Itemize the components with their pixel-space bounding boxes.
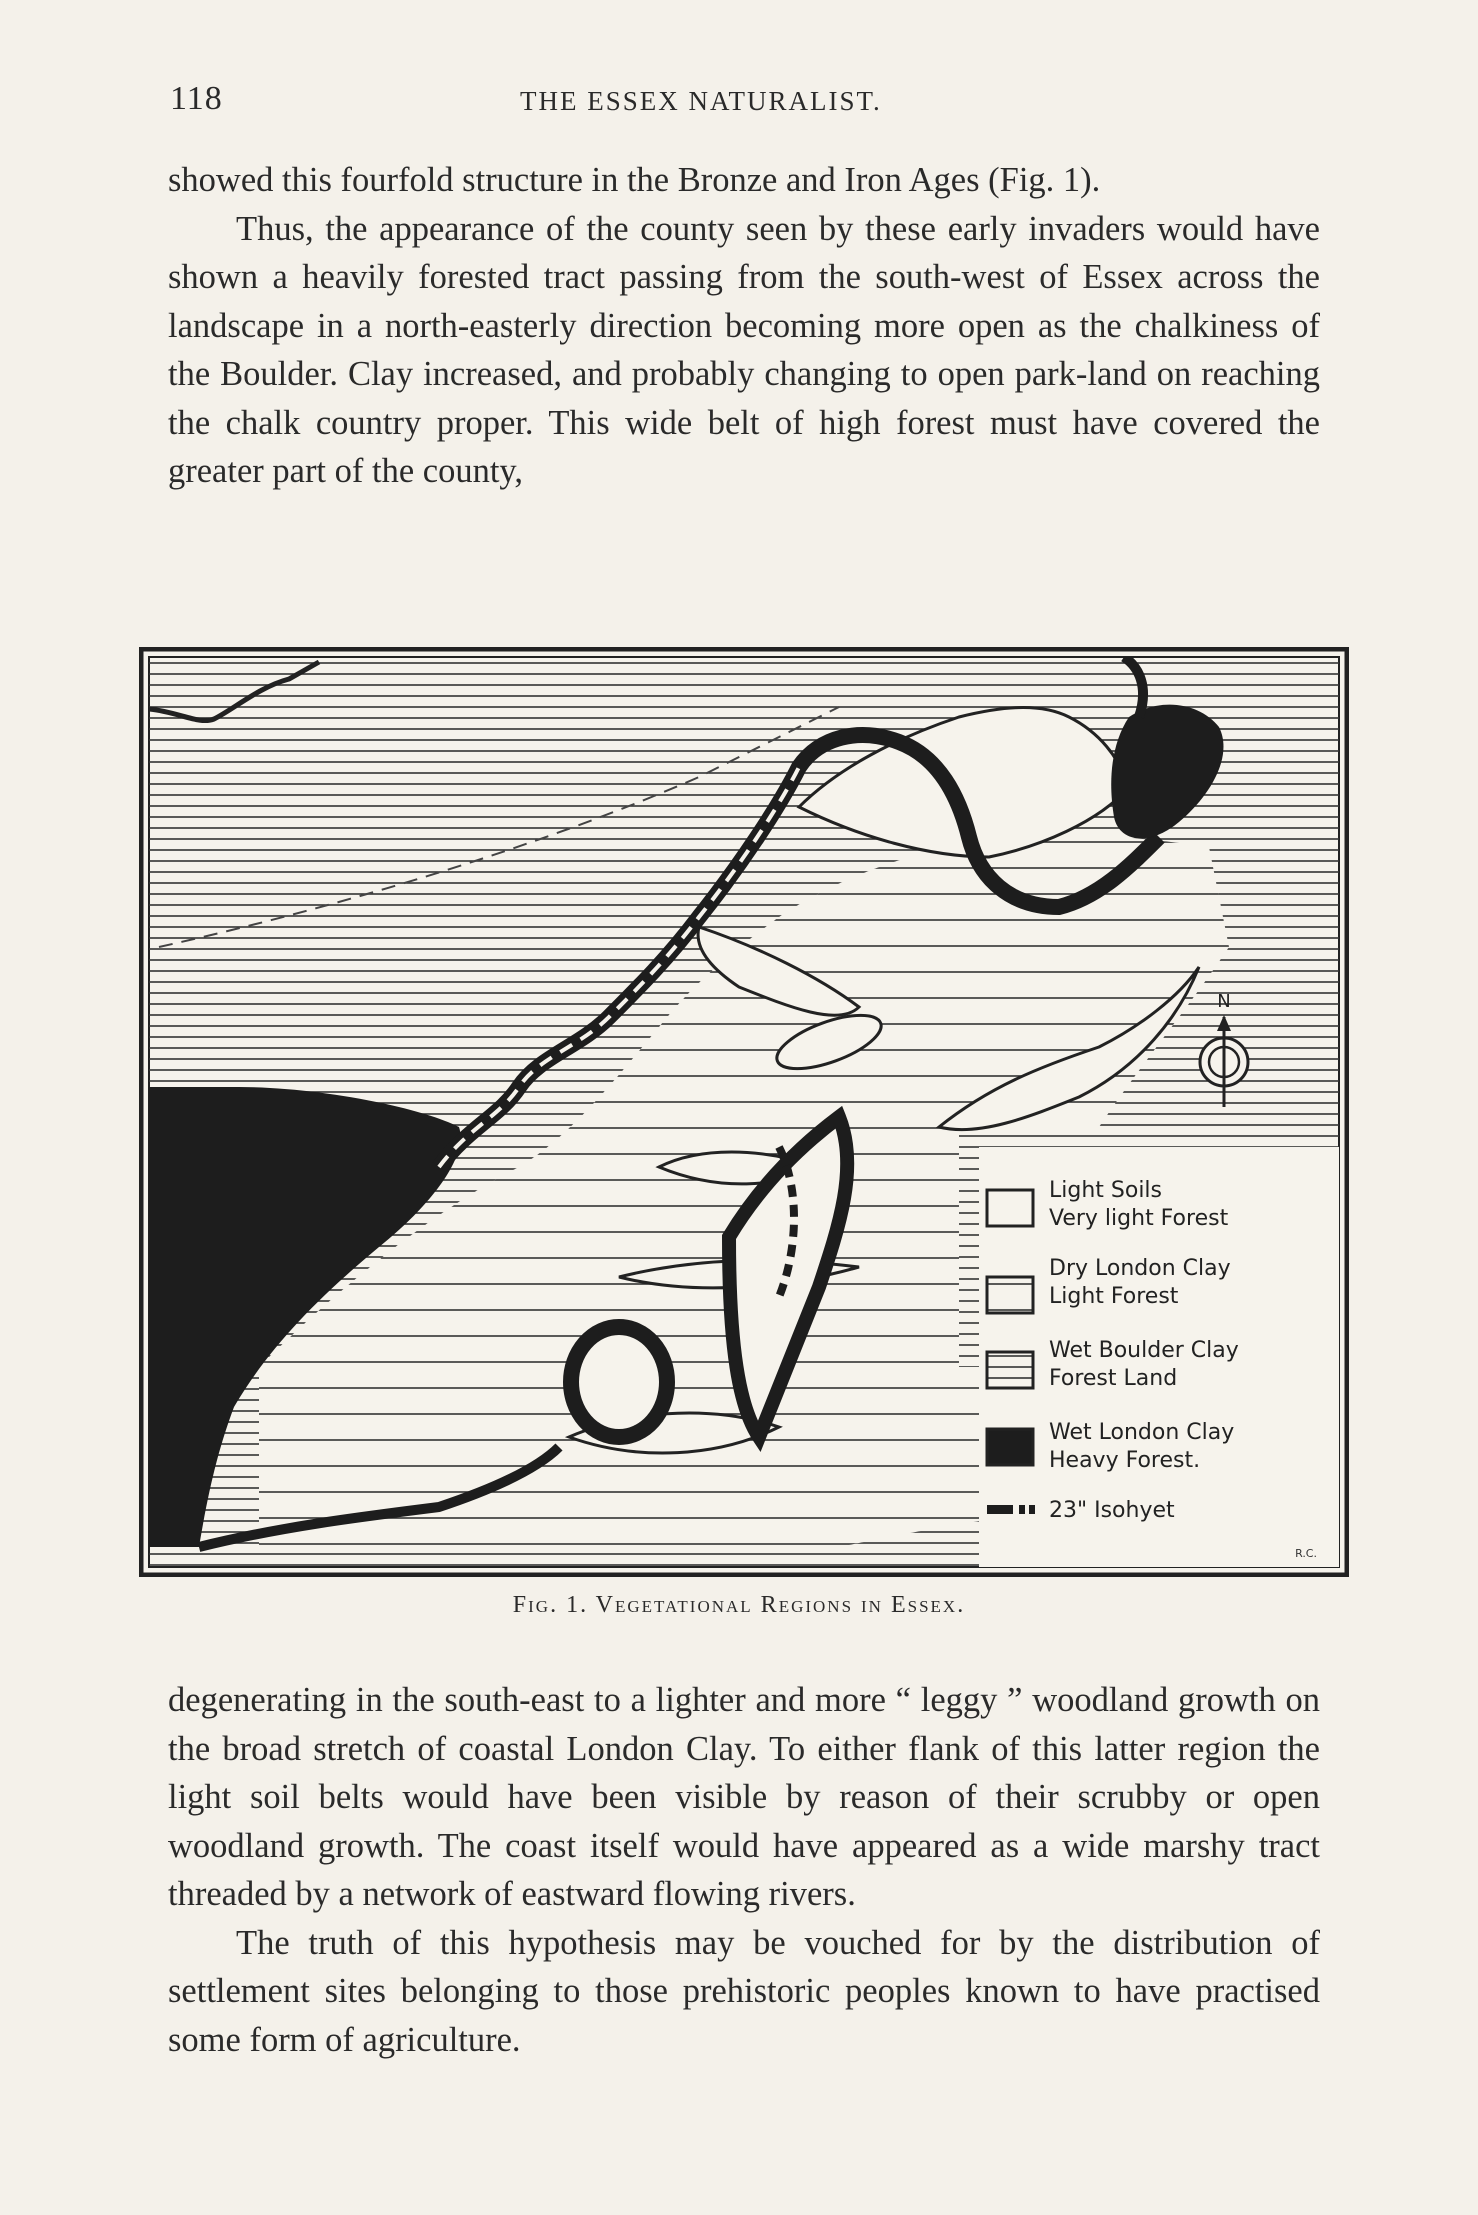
legend-swatch-light-soils xyxy=(987,1190,1033,1226)
compass-label: N xyxy=(1217,991,1231,1012)
running-head xyxy=(170,80,1320,120)
legend-label: Dry London Clay xyxy=(1049,1256,1231,1281)
legend-label: Very light Forest xyxy=(1049,1206,1229,1231)
body-text-bottom xyxy=(168,1676,1320,2064)
running-title: THE ESSEX NATURALIST. xyxy=(520,86,882,116)
legend-label: 23" Isohyet xyxy=(1049,1498,1175,1523)
legend-label: Forest Land xyxy=(1049,1366,1178,1391)
legend-label: Light Soils xyxy=(1049,1178,1163,1203)
legend-swatch-wet-london-clay xyxy=(987,1429,1033,1465)
legend-label: Heavy Forest. xyxy=(1049,1448,1201,1473)
legend-swatch-dry-london-clay xyxy=(987,1277,1033,1313)
paragraph: degenerating in the south-east to a lighter and more “ leggy ” woodland growth on the broad stretch of coastal London Clay. To either flank of this latter region the light soil belts would have been visible by reason of their scrubby or open woodland growth. The coast itself would have appeared as a wide marshy tract threaded by a network of eastward flowing rivers. xyxy=(168,1681,1320,1913)
paragraph: The truth of this hypothesis may be vouched for by the distribution of settlement sites belonging to those prehistoric peoples known to have practised some form of agriculture. xyxy=(168,1923,1320,2059)
vegetation-map xyxy=(139,647,1349,1577)
page-number: 118 xyxy=(170,80,223,117)
paragraph: Thus, the appearance of the county seen by these early invaders would have shown a heavily forested tract passing from the south-west of Essex across the landscape in a north-easterly direction becoming more open as the chalkiness of the Boulder. Clay increased, and probably changing to open park-land on reaching the chalk country proper. This wide belt of high forest must have covered the greater part of the county, xyxy=(168,209,1320,490)
legend-swatch-wet-boulder-clay xyxy=(987,1352,1033,1388)
paragraph: showed this fourfold structure in the Bronze and Iron Ages (Fig. 1). xyxy=(168,161,1101,199)
legend-label: Light Forest xyxy=(1049,1284,1179,1309)
figure-caption: Fig. 1. Vegetational Regions in Essex. xyxy=(512,1592,966,1618)
legend-label: Wet Boulder Clay xyxy=(1049,1338,1239,1363)
map-initials: R.C. xyxy=(1295,1547,1317,1560)
vegetation-map-figure xyxy=(139,647,1349,1577)
legend-label: Wet London Clay xyxy=(1049,1420,1235,1445)
body-text-top xyxy=(168,156,1320,496)
